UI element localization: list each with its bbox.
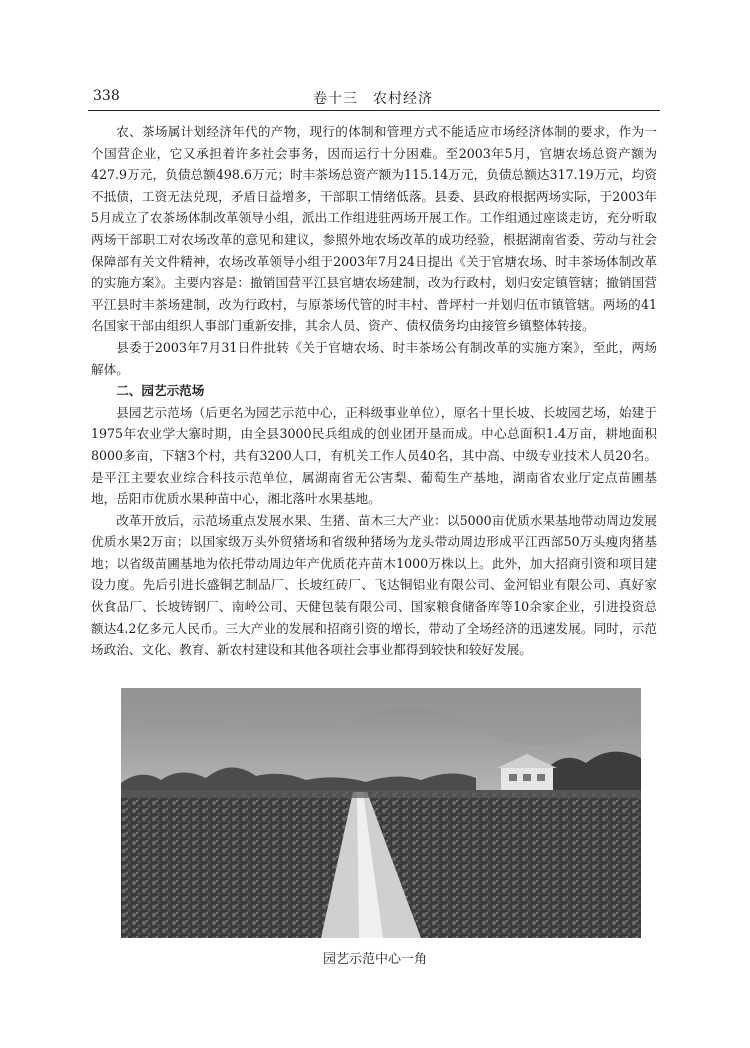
page-header xyxy=(93,88,653,110)
orchard-photo xyxy=(121,688,641,938)
paragraph: 改革开放后，示范场重点发展水果、生猪、苗木三大产业：以5000亩优质水果基地带动周边发展优质水果2万亩；以国家级万头外贸猪场和省级种猪场为龙头带动周边形成平江西部50万头瘦肉猪基地；以省级苗圃基地为依托带动周边年产优质花卉苗木1000万株以上。此外，加大招商引资和项目建设力度。先后引进长盛铜艺制品厂、长坡红砖厂、飞达铜铝业有限公司、金河铝业有限公司、真好家伙食品厂、长坡铸钢厂、南岭公司、天健包装有限公司、国家粮食储备库等10余家企业，引进投资总额达4.2亿多元人民币。三大产业的发展和招商引资的增长，带动了全场经济的迅速发展。同时，示范场政治、文化、教育、新农村建设和其他各项社会事业都得到较快和较好发展。 xyxy=(91,512,657,658)
page-number: 338 xyxy=(93,88,120,104)
running-title: 卷十三 农村经济 xyxy=(313,91,433,107)
body-text xyxy=(91,121,657,661)
section-heading: 二、园艺示范场 xyxy=(116,383,205,399)
paragraph: 县委于2003年7月31日件批转《关于官塘农场、时丰茶场公有制改革的实施方案》，至此，两场解体。 xyxy=(91,339,657,377)
photo-caption: 园艺示范中心一角 xyxy=(322,952,427,967)
header-rule xyxy=(88,110,660,111)
orchard-photo-graphic xyxy=(121,688,641,938)
paragraph: 农、茶场属计划经济年代的产物，现行的体制和管理方式不能适应市场经济体制的要求，作为一个国营企业，它又承担着许多社会事务，因而运行十分困难。至2003年5月，官塘农场总资产额为427.9万元，负债总额498.6万元；时丰茶场总资产额为115.14万元，负债总额达317.19万元，均资不抵债，工资无法兑现，矛盾日益增多，干部职工情绪低落。县委、县政府根据两场实际，于2003年5月成立了农茶场体制改革领导小组，派出工作组进驻两场开展工作。工作组通过座谈走访，充分听取两场干部职工对农场改革的意见和建议，参照外地农场改革的成功经验，根据湖南省委、劳动与社会保障部有关文件精神，农场改革领导小组于2003年7月24日提出《关于官塘农场、时丰茶场体制改革的实施方案》。主要内容是：撤销国营平江县官塘农场建制，改为行政村，划归安定镇管辖；撤销国营平江县时丰茶场建制，改为行政村，与原茶场代管的时丰村、普坪村一并划归伍市镇管辖。两场的41名国家干部由组织人事部门重新安排，其余人员、资产、债权债务均由接管乡镇整体转接。 xyxy=(91,124,657,334)
paragraph: 县园艺示范场（后更名为园艺示范中心，正科级事业单位），原名十里长坡、长坡园艺场，始建于1975年农业学大寨时期，由全县3000民兵组成的创业团开垦而成。中心总面积1.4万亩，耕地面积8000多亩，下辖3个村，共有3200人口，有机关工作人员40名，其中高、中级专业技术人员20名。是平江主要农业综合科技示范单位，属湖南省无公害梨、葡萄生产基地，湖南省农业厅定点苗圃基地，岳阳市优质水果种苗中心，湘北落叶水果基地。 xyxy=(91,404,657,507)
